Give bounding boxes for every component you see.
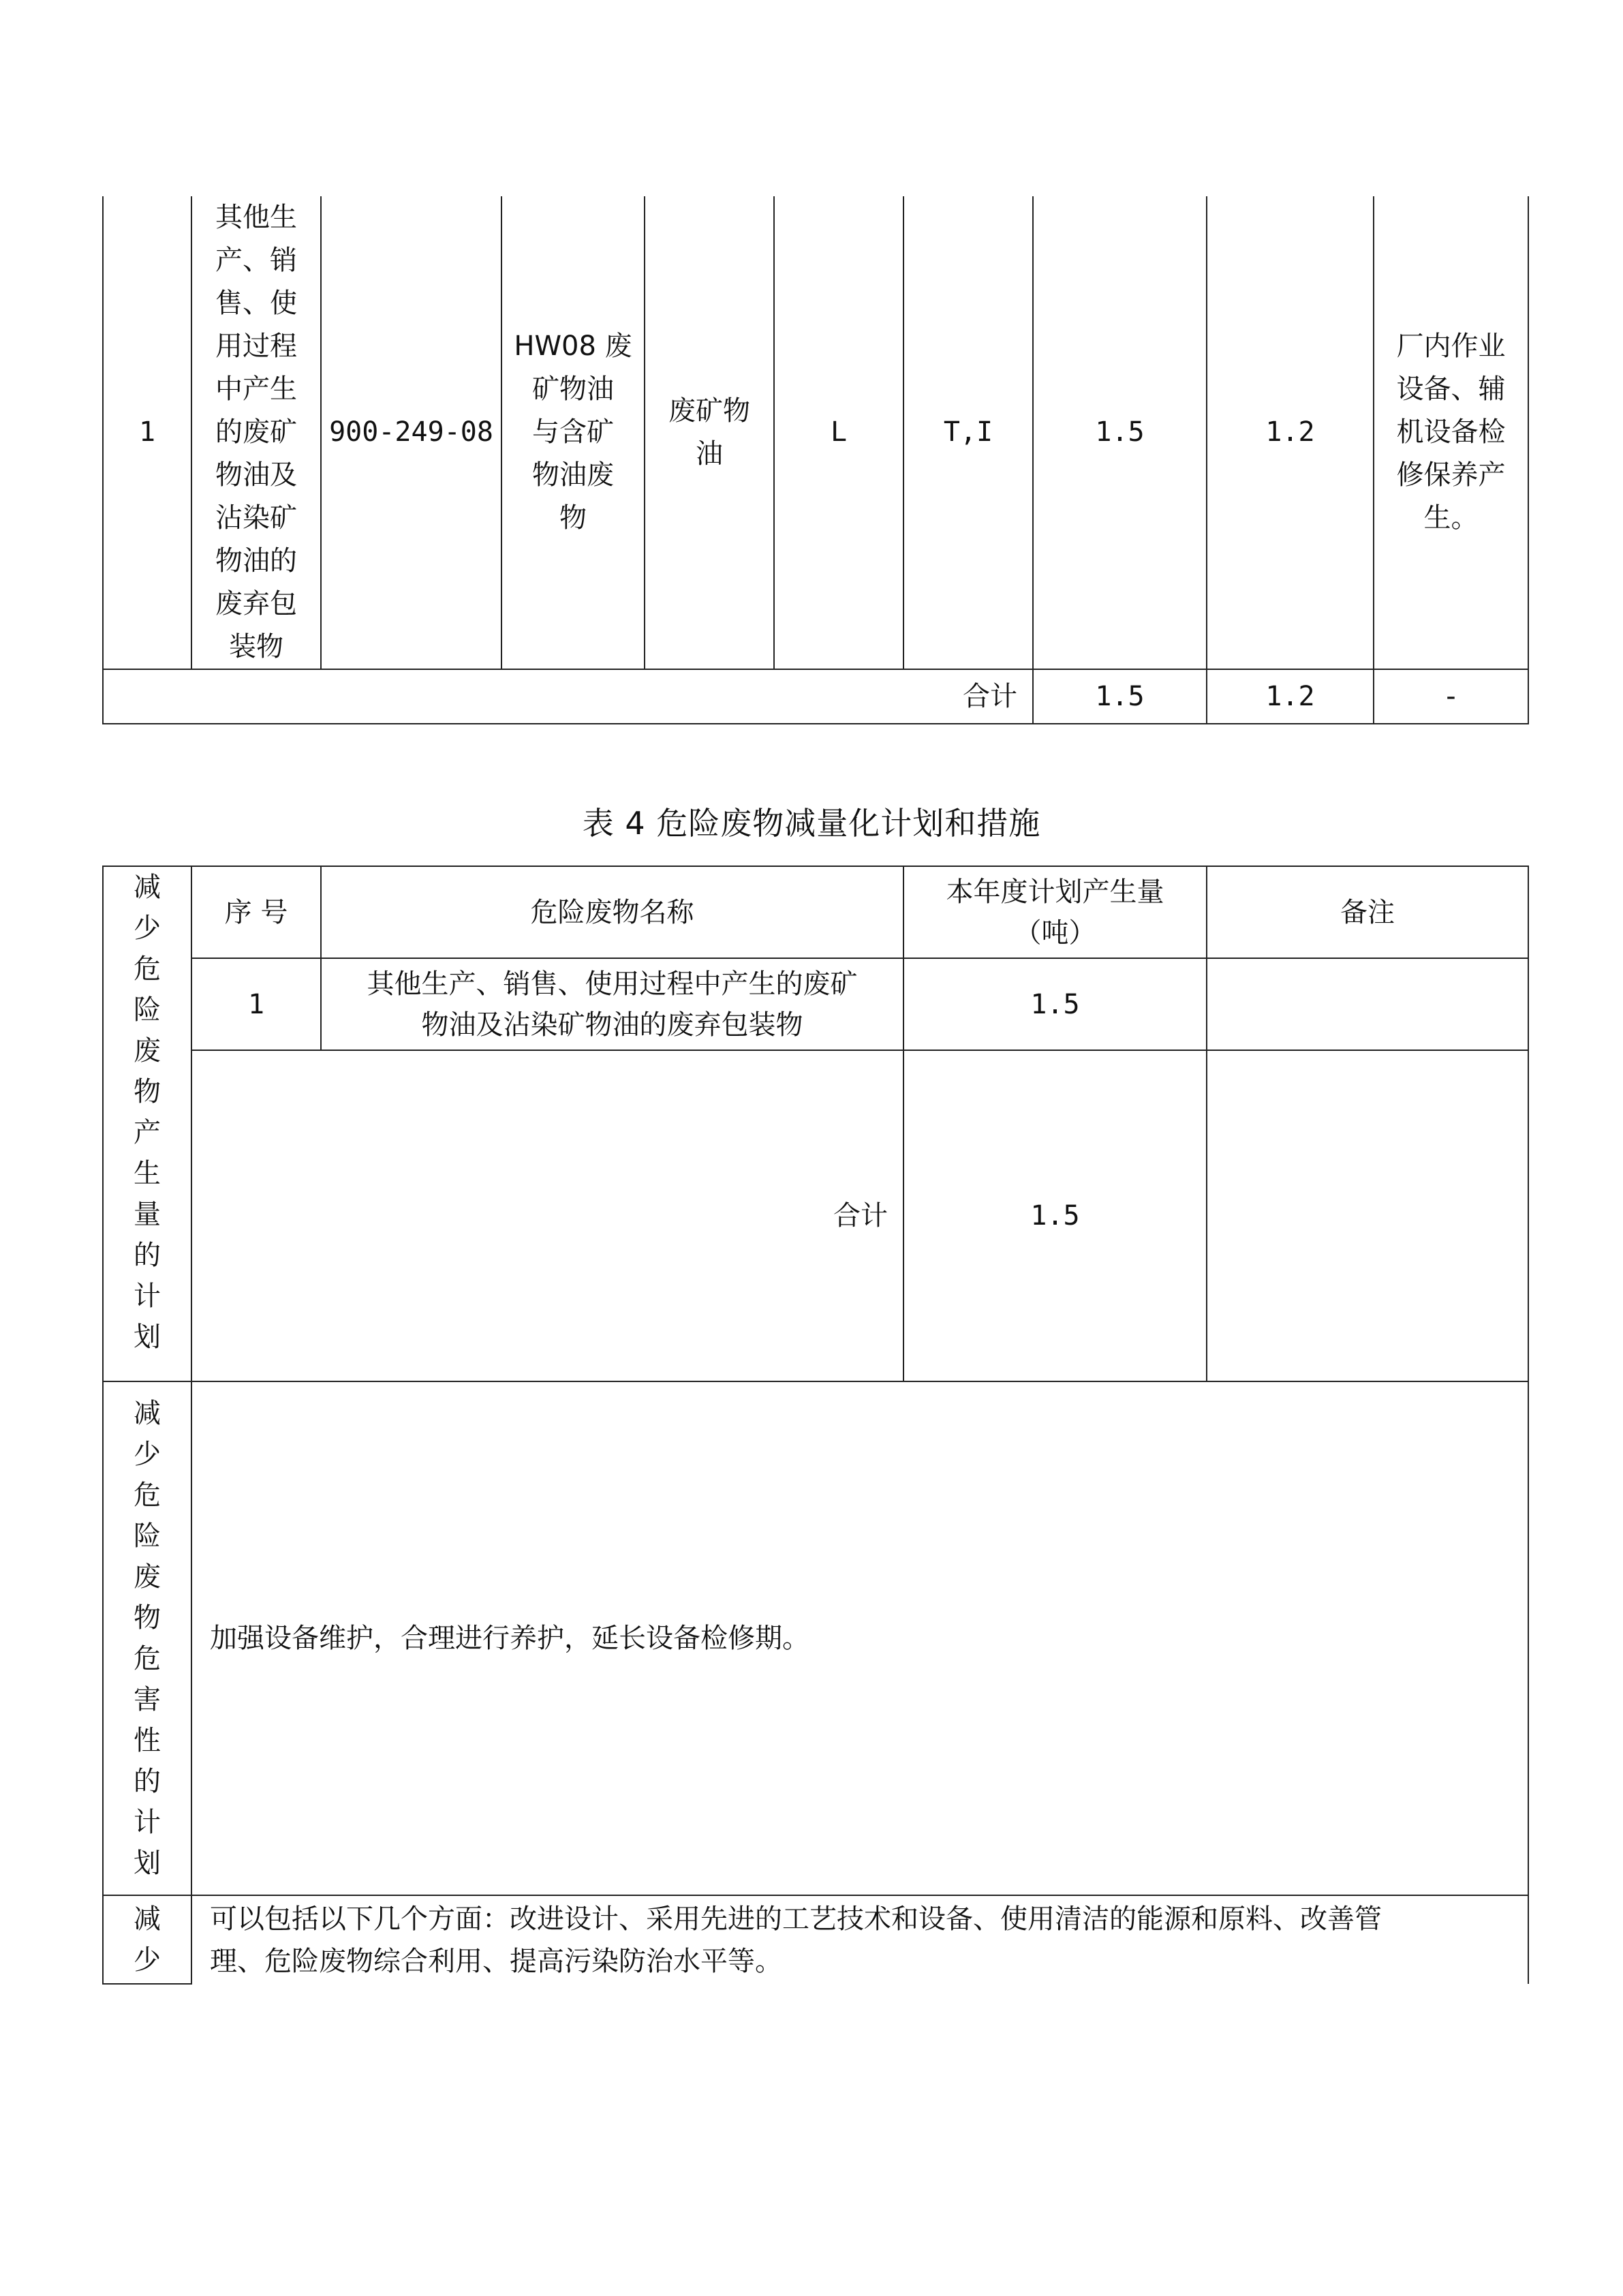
measures-row: [103, 1895, 1528, 1984]
item-name: 其他生产、销售、使用过程中产生的废矿 物油及沾染矿物油的废弃包装物: [321, 958, 903, 1050]
item-amount: 1.5: [903, 958, 1207, 1050]
header-amount: 本年度计划产生量 （吨）: [903, 866, 1207, 958]
total-amount: 1.5: [903, 1050, 1207, 1381]
table-4-title: 表 4 危险废物减量化计划和措施: [582, 805, 1041, 842]
section-label-measures: 减 少: [103, 1895, 191, 1984]
main-component: 废矿物 油: [645, 196, 774, 669]
item-index: 1: [191, 958, 321, 1050]
header-index: 序 号: [191, 866, 321, 958]
header-note: 备注: [1207, 866, 1528, 958]
total-note: [1207, 1050, 1528, 1381]
table-row: [103, 196, 1528, 669]
header-name: 危险废物名称: [321, 866, 903, 958]
last-year-amount: 1.2: [1207, 196, 1374, 669]
planned-amount: 1.5: [1033, 196, 1207, 669]
table-row: [103, 958, 1528, 1050]
total-label: 合计: [191, 1050, 903, 1381]
table-header-row: [103, 866, 1528, 958]
section-label-hazard-plan: 减 少 危 险 废 物 危 害 性 的 计 划: [103, 1381, 191, 1895]
hazard-reduction-row: [103, 1381, 1528, 1895]
physical-form: L: [774, 196, 903, 669]
total-row: [103, 669, 1528, 724]
row-index: 1: [103, 196, 191, 669]
waste-reduction-table: [102, 866, 1529, 1985]
hazardous-waste-table-continued: [102, 196, 1529, 724]
hazard-reduction-text: 加强设备维护，合理进行养护，延长设备检修期。: [191, 1381, 1528, 1895]
total-planned: 1.5: [1033, 669, 1207, 724]
hazard-property: T,I: [903, 196, 1033, 669]
total-note: -: [1374, 669, 1528, 724]
total-label: 合计: [103, 669, 1033, 724]
waste-category: HW08 废 矿物油 与含矿 物油废 物: [501, 196, 645, 669]
section-label-generation-plan: 减 少 危 险 废 物 产 生 量 的 计 划: [103, 866, 191, 1381]
waste-code: 900-249-08: [321, 196, 501, 669]
total-row: [103, 1050, 1528, 1381]
measures-text: 可以包括以下几个方面：改进设计、采用先进的工艺技术和设备、使用清洁的能源和原料、改善管 理、危险废物综合利用、提高污染防治水平等。: [191, 1895, 1528, 1984]
waste-name: 其他生 产、销 售、使 用过程 中产生 的废矿 物油及 沾染矿 物油的 废弃包 装物: [191, 196, 321, 669]
total-last-year: 1.2: [1207, 669, 1374, 724]
waste-source: 厂内作业 设备、辅 机设备检 修保养产 生。: [1374, 196, 1528, 669]
item-note: [1207, 958, 1528, 1050]
